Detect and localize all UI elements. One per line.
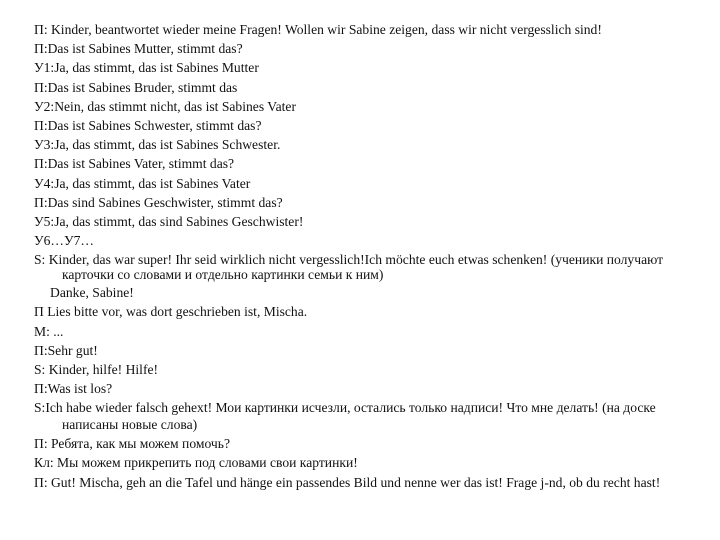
dialogue-line: П:Was ist los? <box>34 381 113 397</box>
dialogue-line: П:Das ist Sabines Mutter, stimmt das? <box>34 41 243 57</box>
dialogue-line: У1:Ja, das stimmt, das ist Sabines Mutter <box>34 60 259 76</box>
dialogue-line: S: Kinder, hilfe! Hilfe! <box>34 362 159 377</box>
dialogue-line: У2:Nein, das stimmt nicht, das ist Sabines Vater <box>34 98 296 114</box>
dialogue-line: П:Das ist Sabines Vater, stimmt das? <box>34 156 235 172</box>
dialogue-line: П:Das ist Sabines Bruder, stimmt das <box>34 79 238 95</box>
dialogue-line: S:Ich habe wieder falsch gehext! Мои картинки исчезли, остались только надписи! Что мне делать! (на доске написаны новые слова) <box>34 400 656 432</box>
dialogue-line: П Lies bitte vor, was dort geschrieben ist, Mischa. <box>34 304 308 320</box>
dialogue-line: Кл: Мы можем прикрепить под словами свои картинки! <box>34 455 358 471</box>
dialogue-line: П:Das ist Sabines Schwester, stimmt das? <box>34 117 262 133</box>
dialogue-line: У4:Ja, das stimmt, das ist Sabines Vater <box>34 175 251 191</box>
dialogue-line: S: Kinder, das war super! Ihr seid wirklich nicht vergesslich!Ich möchte euch etwas schenken! (ученики получают карточки со словами и отдельно картинки семьи к ним) <box>34 252 664 283</box>
dialogue-line: П: Ребята, как мы можем помочь? <box>34 436 230 452</box>
dialogue-line: У3:Ja, das stimmt, das ist Sabines Schwester. <box>34 137 281 153</box>
dialogue-line: У6…У7… <box>34 233 95 249</box>
dialogue-line: П: Kinder, beantwortet wieder meine Fragen! Wollen wir Sabine zeigen, dass wir nicht vergesslich sind! <box>34 22 602 37</box>
dialogue-line: П:Sehr gut! <box>34 342 98 358</box>
dialogue-line: Danke, Sabine! <box>50 285 134 301</box>
document-page <box>34 22 704 494</box>
dialogue-line: П: Gut! Mischa, geh an die Tafel und hänge ein passendes Bild und nenne wer das ist! Frage j-nd, ob du recht hast! <box>34 474 661 490</box>
dialogue-line: П:Das sind Sabines Geschwister, stimmt das? <box>34 194 283 210</box>
dialogue-line: У5:Ja, das stimmt, das sind Sabines Geschwister! <box>34 213 304 229</box>
dialogue-line: M: ... <box>34 323 64 339</box>
